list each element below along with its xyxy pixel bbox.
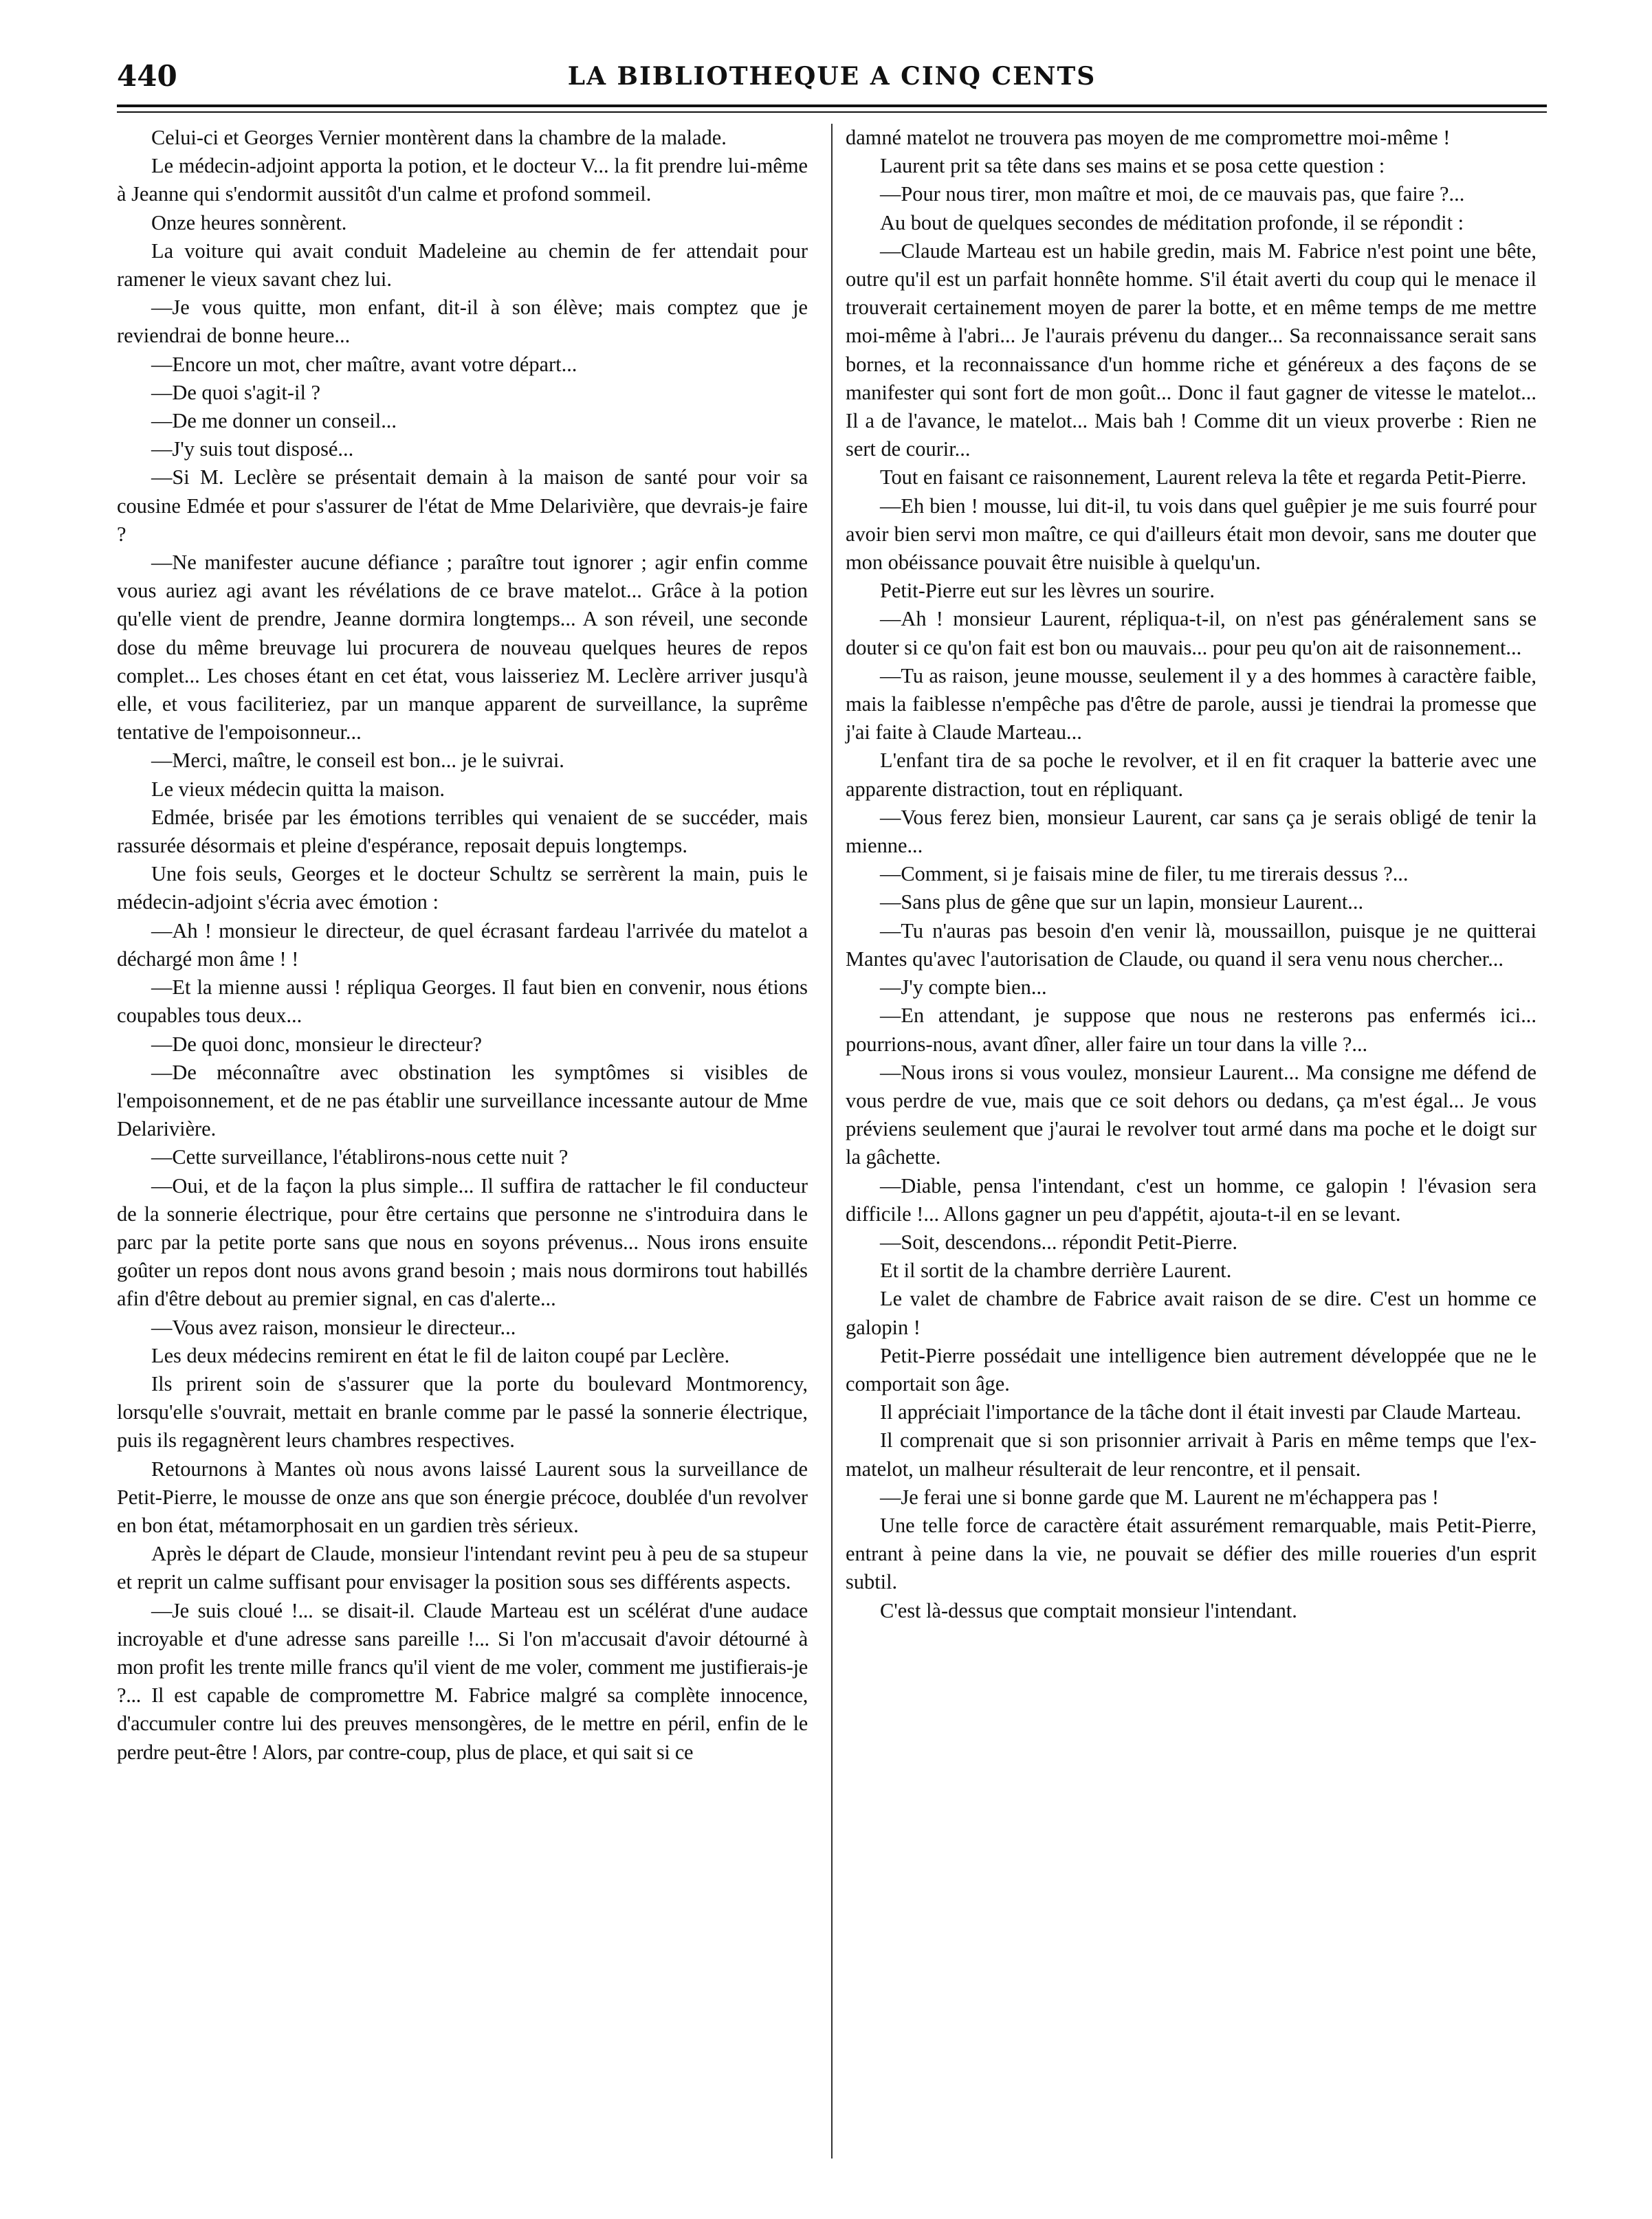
paragraph: —De quoi donc, monsieur le directeur? — [151, 1032, 483, 1056]
paragraph: —Et la mienne aussi ! répliqua Georges. Il faut bien en convenir, nous étions coupables tous deux... — [117, 975, 808, 1028]
paragraph: Celui-ci et Georges Vernier montèrent dans la chambre de la malade. — [151, 126, 727, 149]
paragraph: —De quoi s'agit-il ? — [151, 380, 321, 404]
paragraph: —Si M. Leclère se présentait demain à la maison de santé pour voir sa cousine Edmée et pour s'assurer de l'état de Mme Delarivière, que devrais-je faire ? — [117, 465, 808, 546]
paragraph: —De méconnaître avec obstination les symptômes si visibles de l'empoisonnement, et de ne pas établir une surveillance incessante autour de Mme Delarivière. — [117, 1060, 808, 1141]
paragraph: —Comment, si je faisais mine de filer, tu me tirerais dessus ?... — [880, 862, 1409, 886]
paragraph: —Soit, descendons... répondit Petit-Pierre. — [880, 1230, 1237, 1254]
paragraph: —Nous irons si vous voulez, monsieur Laurent... Ma consigne me défend de vous perdre de vue, mais que ce soit dehors ou dedans, ça m'est égal... Je vous préviens seulement que j'aurai le revolver tout armé dans ma poche et le doigt sur la gâchette. — [846, 1060, 1537, 1169]
paragraph: —J'y suis tout disposé... — [151, 437, 354, 461]
running-title: LA BIBLIOTHEQUE A CINQ CENTS — [567, 62, 1097, 91]
paragraph: —De me donner un conseil... — [151, 409, 397, 433]
paragraph: Le médecin-adjoint apporta la potion, et le docteur V... la fit prendre lui-même à Jeanne qui s'endormit aussitôt d'un calme et profond sommeil. — [117, 154, 808, 206]
paragraph: —Pour nous tirer, mon maître et moi, de ce mauvais pas, que faire ?... — [880, 182, 1465, 206]
paragraph: —J'y compte bien... — [880, 975, 1047, 1000]
paragraph: Il comprenait que si son prisonnier arrivait à Paris en même temps que l'ex-matelot, un malheur résulterait de leur rencontre, et il pensait. — [846, 1428, 1537, 1481]
paragraph: Et il sortit de la chambre derrière Laurent. — [880, 1259, 1232, 1283]
paragraph: Les deux médecins remirent en état le fil de laiton coupé par Leclère. — [151, 1343, 730, 1367]
paragraph: Edmée, brisée par les émotions terribles qui venaient de se succéder, mais rassurée désormais et pleine d'espérance, reposait depuis longtemps. — [117, 805, 808, 858]
paragraph: —Tu n'auras pas besoin d'en venir là, moussaillon, puisque je ne quitterai Mantes qu'avec l'autorisation de Claude, ou quand il sera venu nous chercher... — [846, 918, 1537, 971]
paragraph: Il appréciait l'importance de la tâche dont il était investi par Claude Marteau. — [880, 1400, 1521, 1424]
paragraph: damné matelot ne trouvera pas moyen de me compromettre moi-même ! — [846, 126, 1451, 149]
paragraph: Au bout de quelques secondes de méditation profonde, il se répondit : — [880, 210, 1464, 234]
paragraph: —Ne manifester aucune défiance ; paraître tout ignorer ; agir enfin comme vous auriez agi avant les révélations de ce brave matelot... Grâce à la potion qu'elle vient de prendre, Jeanne dormira longtemps... A son réveil, une seconde dose du même breuvage lui procurera de nouveau quelques heures de repos complet... Les choses étant en cet état, vous laisseriez M. Leclère arriver jusqu'à elle, et vous faciliteriez, par un manque apparent de surveillance, la suprême tentative de l'empoisonneur... — [117, 551, 808, 744]
paragraph: Laurent prit sa tête dans ses mains et se posa cette question : — [880, 154, 1385, 178]
paragraph: L'enfant tira de sa poche le revolver, et il en fit craquer la batterie avec une apparente distraction, tout en répliquant. — [846, 749, 1537, 801]
paragraph: —Vous avez raison, monsieur le directeur... — [151, 1315, 516, 1339]
paragraph: —Merci, maître, le conseil est bon... je le suivrai. — [151, 749, 564, 773]
paragraph: —Diable, pensa l'intendant, c'est un homme, ce galopin ! l'évasion sera difficile !... Allons gagner un peu d'appétit, ajouta-t-il en se levant. — [846, 1173, 1537, 1226]
paragraph: —En attendant, je suppose que nous ne resterons pas enfermés ici... pourrions-nous, avant dîner, aller faire un tour dans la ville ?... — [846, 1004, 1537, 1056]
paragraph: —Je vous quitte, mon enfant, dit-il à son élève; mais comptez que je reviendrai de bonne heure... — [117, 296, 808, 348]
paragraph: Le vieux médecin quitta la maison. — [151, 777, 445, 801]
paragraph: Après le départ de Claude, monsieur l'intendant revint peu à peu de sa stupeur et reprit un calme suffisant pour envisager la position sous ses différents aspects. — [117, 1542, 808, 1594]
paragraph: —Ah ! monsieur le directeur, de quel écrasant fardeau l'arrivée du matelot a déchargé mon âme ! ! — [117, 918, 808, 971]
paragraph: La voiture qui avait conduit Madeleine au chemin de fer attendait pour ramener le vieux savant chez lui. — [117, 239, 808, 291]
paragraph: —Je ferai une si bonne garde que M. Laurent ne m'échappera pas ! — [880, 1485, 1440, 1509]
page-number: 440 — [117, 59, 177, 93]
paragraph: —Ah ! monsieur Laurent, répliqua-t-il, on n'est pas généralement sans se douter si ce qu'on fait est bon ou mauvais... pour peu qu'on ait de raisonnement... — [846, 607, 1537, 659]
paragraph: C'est là-dessus que comptait monsieur l'intendant. — [880, 1598, 1297, 1622]
paragraph: —Eh bien ! mousse, lui dit-il, tu vois dans quel guêpier je me suis fourré pour avoir bien servi mon maître, ce qui d'ailleurs était mon devoir, sans me douter que mon obéissance pouvait être nuisible à quelqu'un. — [846, 494, 1537, 575]
column-divider — [831, 124, 833, 2159]
paragraph: —Encore un mot, cher maître, avant votre départ... — [151, 352, 577, 376]
paragraph: Ils prirent soin de s'assurer que la porte du boulevard Montmorency, lorsqu'elle s'ouvrait, mettait en branle comme par le passé la sonnerie électrique, puis ils regagnèrent leurs chambres respectives. — [117, 1371, 808, 1453]
right-column — [846, 124, 1537, 1625]
paragraph: Onze heures sonnèrent. — [151, 210, 347, 234]
header-rule-thin — [117, 111, 1547, 113]
paragraph: —Claude Marteau est un habile gredin, mais M. Fabrice n'est point une bête, outre qu'il est un parfait honnête homme. S'il était averti du coup qui le menace il trouverait certainement moyen de parer la botte, et en même temps de me mettre moi-même à l'abri... Je l'aurais prévenu du danger... Sa reconnaissance serait sans bornes, et la reconnaissance d'un homme riche et généreux a des façons de se manifester qui sont fort de mon goût... Donc il faut gagner de vitesse le matelot... Il a de l'avance, le matelot... Mais bah ! Comme dit un vieux proverbe : Rien ne sert de courir... — [846, 239, 1537, 461]
paragraph: Une fois seuls, Georges et le docteur Schultz se serrèrent la main, puis le médecin-adjoint s'écria avec émotion : — [117, 862, 808, 914]
paragraph: —Je suis cloué !... se disait-il. Claude Marteau est un scélérat d'une audace incroyable et d'une adresse sans pareille !... Si l'on m'accusait d'avoir détourné à mon profit les trente mille francs qu'il vient de me voler, comment me justifierais-je ?... Il est capable de compromettre M. Fabrice malgré sa complète innocence, d'accumuler contre lui des preuves mensongères, de le mettre en péril, enfin de le perdre peut-être ! Alors, par contre-coup, plus de place, et qui sait si ce — [117, 1598, 808, 1764]
paragraph: —Oui, et de la façon la plus simple... Il suffira de rattacher le fil conducteur de la sonnerie électrique, pour être certains que personne ne s'introduira dans le parc par la petite porte sans que nous en soyons prévenus... Nous irons ensuite goûter un repos dont nous avons grand besoin ; mais nous dormirons tout habillés afin d'être debout au premier signal, en cas d'alerte... — [117, 1173, 808, 1311]
paragraph: Petit-Pierre possédait une intelligence bien autrement développée que ne le comportait son âge. — [846, 1343, 1537, 1395]
paragraph: —Tu as raison, jeune mousse, seulement il y a des hommes à caractère faible, mais la faiblesse n'empêche pas d'être de parole, aussi je tiendrai la promesse que j'ai faite à Claude Marteau... — [846, 663, 1537, 744]
header-rule-thick — [117, 104, 1547, 107]
left-column — [117, 124, 808, 1767]
paragraph: Petit-Pierre eut sur les lèvres un sourire. — [880, 579, 1215, 603]
paragraph: —Vous ferez bien, monsieur Laurent, car sans ça je serais obligé de tenir la mienne... — [846, 805, 1537, 858]
paragraph: Une telle force de caractère était assurément remarquable, mais Petit-Pierre, entrant à peine dans la vie, ne pouvait se défier des mille roueries d'un esprit subtil. — [846, 1513, 1537, 1594]
paragraph: Retournons à Mantes où nous avons laissé Laurent sous la surveillance de Petit-Pierre, le mousse de onze ans que son énergie précoce, doublée d'un revolver en bon état, métamorphosait en un gardien très sérieux. — [117, 1457, 808, 1537]
paragraph: —Cette surveillance, l'établirons-nous cette nuit ? — [151, 1145, 569, 1169]
paragraph: —Sans plus de gêne que sur un lapin, monsieur Laurent... — [880, 890, 1364, 914]
paragraph: Tout en faisant ce raisonnement, Laurent releva la tête et regarda Petit-Pierre. — [880, 465, 1527, 489]
page-header — [117, 59, 1547, 100]
paragraph: Le valet de chambre de Fabrice avait raison de se dire. C'est un homme ce galopin ! — [846, 1287, 1537, 1339]
